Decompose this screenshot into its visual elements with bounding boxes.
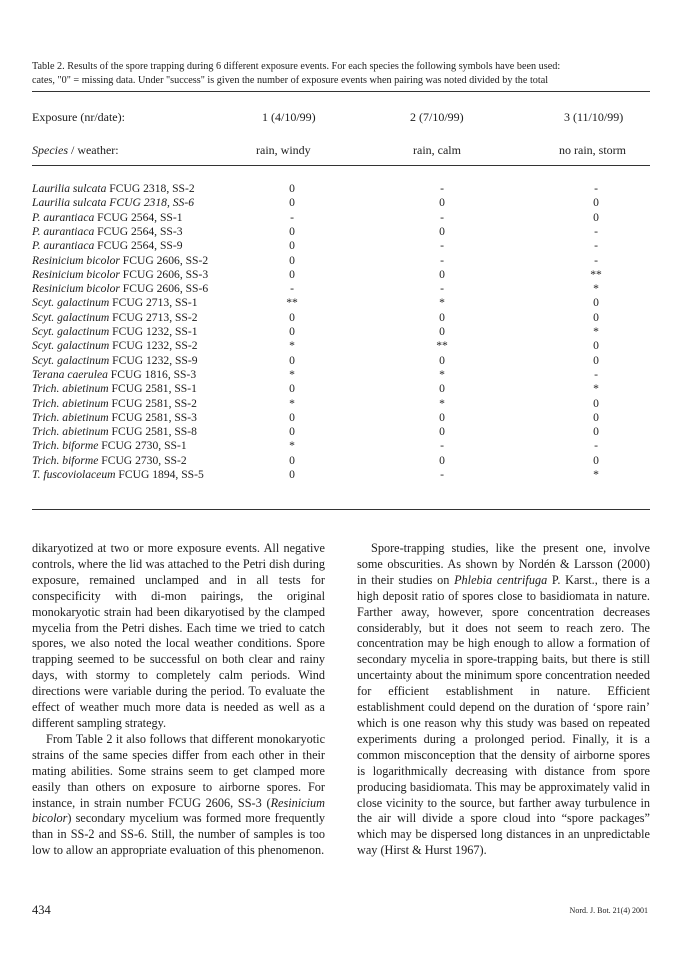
result-cell: ** — [436, 339, 448, 353]
species-name: T. fuscoviolaceum — [32, 468, 116, 481]
species-strain — [32, 282, 208, 295]
table-row — [0, 382, 680, 396]
exposure-label: Exposure (nr/date): — [32, 110, 125, 124]
species-strain — [32, 268, 208, 281]
strain-code: FCUG 2606, SS-3 — [119, 267, 209, 281]
table-row — [0, 311, 680, 325]
result-cell: * — [289, 439, 295, 453]
species-name: Scyt. galactinum — [32, 353, 110, 367]
species-strain — [32, 225, 183, 238]
table-row — [0, 182, 680, 196]
result-cell: - — [594, 253, 598, 267]
table-row — [0, 397, 680, 411]
caption-line: cates, "0" = missing data. Under "success" is given the number of exposure events when pairing was noted divided by the total — [32, 74, 549, 86]
column-header-weather: rain, windy — [256, 143, 311, 157]
result-cell: 0 — [289, 425, 295, 439]
column-header-exposure: 1 (4/10/99) — [262, 110, 316, 124]
result-cell: - — [594, 239, 598, 253]
species-name: Trich. biforme — [32, 453, 99, 467]
result-cell: 0 — [593, 210, 599, 224]
strain-code: FCUG 2318, SS-2 — [106, 182, 195, 195]
result-cell: 0 — [439, 410, 445, 424]
table-row — [0, 282, 680, 296]
result-cell: 0 — [593, 396, 599, 410]
result-cell: - — [594, 439, 598, 453]
table-row — [0, 439, 680, 453]
result-cell: * — [439, 296, 445, 310]
result-cell: 0 — [439, 267, 445, 281]
table-row — [0, 254, 680, 268]
table-row — [0, 239, 680, 253]
result-cell: 0 — [289, 224, 295, 238]
species-strain — [32, 397, 197, 410]
caption-line: Table 2. Results of the spore trapping during 6 different exposure events. For each species the following symbols have been used: — [32, 61, 561, 72]
result-cell: * — [593, 282, 599, 296]
species-name: Trich. abietinum — [32, 396, 109, 410]
strain-code: FCUG 1894, SS-5 — [115, 468, 204, 481]
result-cell: 0 — [439, 325, 445, 338]
species-strain — [32, 454, 187, 467]
result-cell: - — [290, 282, 294, 296]
result-cell: - — [594, 182, 598, 195]
table-row — [0, 225, 680, 239]
table-header-rule — [32, 165, 650, 166]
text-run: ) secondary mycelium was formed more frequently than in SS-2 and SS-6. Still, the number of samples is too low to allow an appropriate evaluation of this phenomenon. — [32, 811, 325, 858]
strain-code: FCUG 2581, SS-2 — [108, 396, 197, 410]
species-name: Resinicium bicolor — [32, 795, 325, 826]
result-cell: * — [593, 325, 599, 338]
species-name: Trich. biforme — [32, 439, 99, 453]
result-cell: 0 — [439, 382, 445, 396]
strain-code: FCUG 2606, SS-2 — [119, 253, 209, 267]
species-weather-label — [32, 143, 119, 158]
species-name: Phlebia centrifuga — [454, 572, 548, 587]
result-cell: 0 — [593, 453, 599, 467]
species-name: Terana caerulea — [32, 367, 108, 381]
result-cell: * — [439, 367, 445, 381]
result-cell: 0 — [289, 325, 295, 338]
result-cell: 0 — [289, 196, 295, 210]
result-cell: 0 — [439, 196, 445, 210]
species-name: Laurilia sulcata FCUG 2318, SS-6 — [32, 196, 194, 210]
species-strain — [32, 254, 208, 267]
table-row — [0, 354, 680, 368]
species-strain — [32, 311, 198, 324]
strain-code: FCUG 1232, SS-9 — [109, 353, 198, 367]
species-strain — [32, 368, 196, 381]
result-cell: 0 — [289, 310, 295, 324]
page-number: 434 — [32, 903, 51, 917]
weather-label: / weather: — [67, 143, 119, 157]
species-name: Scyt. galactinum — [32, 296, 110, 310]
table-row — [0, 211, 680, 225]
species-strain — [32, 239, 183, 252]
paragraph: dikaryotized at two or more exposure events. All negative controls, where the lid was attached to the Petri dish during exposure, remained unclamped and in all tests for conspecificity with di-mon pairings, the original monokaryotic strain had been dikaryotised by the clamped mycelia from the Petri dishes. Each time we tried to catch spores, we also noted the local weather conditions. Spore trapping seemed to be successful on both clear and rainy days, with stormy to completely calm periods. Wind directions were variable during the period. To evaluate the effect of weather much more data is needed as well as a different sampling strategy. — [32, 541, 325, 730]
species-strain — [32, 296, 198, 309]
strain-code: FCUG 2713, SS-1 — [109, 296, 198, 310]
species-strain — [32, 354, 198, 367]
table-row — [0, 454, 680, 468]
result-cell: * — [289, 339, 295, 353]
strain-code: FCUG 2581, SS-8 — [108, 425, 197, 439]
result-cell: ** — [590, 267, 602, 281]
strain-code: FCUG 2564, SS-3 — [94, 224, 183, 238]
result-cell: - — [594, 367, 598, 381]
result-cell: 0 — [593, 425, 599, 439]
result-cell: 0 — [289, 382, 295, 396]
species-strain — [32, 325, 198, 338]
result-cell: 0 — [439, 353, 445, 367]
result-cell: 0 — [593, 353, 599, 367]
table-row — [0, 296, 680, 310]
text-run: Spore-trapping studies, like the present one, involve some obscurities. As shown by Nordén & Larsson (2000) in their studies on — [357, 541, 650, 587]
species-name: Trich. abietinum — [32, 410, 109, 424]
result-cell: * — [289, 367, 295, 381]
species-name: Laurilia sulcata — [32, 182, 107, 195]
paragraph — [357, 541, 650, 859]
result-cell: 0 — [289, 239, 295, 253]
strain-code: FCUG 2581, SS-1 — [108, 382, 197, 396]
result-cell: 0 — [439, 310, 445, 324]
strain-code: FCUG 2564, SS-1 — [94, 210, 183, 224]
paragraph — [32, 732, 325, 859]
species-strain — [32, 468, 204, 481]
table-row — [0, 425, 680, 439]
species-name: Trich. abietinum — [32, 382, 109, 396]
result-cell: - — [594, 224, 598, 238]
result-cell: - — [440, 239, 444, 253]
left-text-column — [32, 541, 325, 859]
text-run: P. Karst., there is a high deposit ratio of spores close to basidiomata in nature. Farther away, however, spore concentration decreases considerably, but it does not seem to reach zero. The concentration may be high enough to allow a formation of secondary mycelia in spore-trapping baits, but there is still uncertainty about the minimum spore concentration needed for efficient establishment in nature. Efficient establishment could depend on the duration of ‘spore rain’ which is one reason why this study was based on repeated experiments during a prolonged period. Finally, it is a common misconception that the density of airborne spores is logarithmically decreasing with distance from spore producing basidiomata. This may be approximately valid in close vicinity to the source, but farther away turbulence in the air will divide a spore cloud into “spore packages” which may be dispersed long distances in an unpredictable way (Hirst & Hurst 1967). — [357, 572, 650, 858]
result-cell: 0 — [593, 410, 599, 424]
column-header-weather: rain, calm — [413, 143, 461, 157]
result-cell: 0 — [289, 410, 295, 424]
species-strain — [32, 411, 197, 424]
result-cell: - — [440, 468, 444, 481]
result-cell: - — [440, 253, 444, 267]
species-name: Scyt. galactinum — [32, 310, 110, 324]
result-cell: 0 — [289, 453, 295, 467]
journal-citation: Nord. J. Bot. 21(4) 2001 — [569, 906, 648, 915]
species-name: P. aurantiaca — [32, 239, 95, 253]
strain-code: FCUG 2564, SS-9 — [94, 239, 183, 253]
result-cell: - — [440, 182, 444, 195]
species-strain — [32, 425, 197, 438]
species-name: P. aurantiaca — [32, 210, 95, 224]
species-name: Scyt. galactinum — [32, 325, 110, 338]
strain-code: FCUG 1232, SS-2 — [109, 339, 198, 353]
result-cell: 0 — [289, 253, 295, 267]
result-cell: - — [440, 439, 444, 453]
text-run: From Table 2 it also follows that different monokaryotic strains of the same species differ from each other in their mating abilities. Some strains seem to get clamped more easily than others on exposure to airborne spores. For instance, in strain number FCUG 2606, SS-3 ( — [32, 731, 325, 810]
strain-code: FCUG 2730, SS-1 — [98, 439, 187, 453]
species-strain — [32, 439, 187, 452]
strain-code: FCUG 1232, SS-1 — [109, 325, 198, 338]
species-strain — [32, 382, 197, 395]
table-bottom-rule — [32, 509, 650, 510]
result-cell: - — [440, 282, 444, 296]
table-caption — [32, 60, 650, 87]
table-row — [0, 325, 680, 339]
table-row — [0, 339, 680, 353]
strain-code: FCUG 2713, SS-2 — [109, 310, 198, 324]
species-label: Species — [32, 143, 68, 157]
column-header-exposure: 3 (11/10/99) — [564, 110, 624, 124]
result-cell: 0 — [289, 353, 295, 367]
strain-code: FCUG 2730, SS-2 — [98, 453, 187, 467]
result-cell: * — [289, 396, 295, 410]
result-cell: - — [440, 210, 444, 224]
result-cell: 0 — [439, 224, 445, 238]
result-cell: * — [593, 468, 599, 481]
strain-code: FCUG 2606, SS-6 — [119, 282, 209, 296]
table-row — [0, 268, 680, 282]
species-name: P. aurantiaca — [32, 224, 95, 238]
table-row — [0, 368, 680, 382]
species-strain — [32, 182, 195, 195]
species-name: Resinicium bicolor — [32, 267, 120, 281]
result-cell: * — [439, 396, 445, 410]
table-top-rule — [32, 91, 650, 92]
result-cell: 0 — [289, 267, 295, 281]
column-header-exposure: 2 (7/10/99) — [410, 110, 464, 124]
species-strain — [32, 211, 183, 224]
result-cell: 0 — [289, 182, 295, 195]
result-cell: 0 — [439, 425, 445, 439]
species-strain — [32, 339, 198, 352]
result-cell: ** — [286, 296, 298, 310]
strain-code: FCUG 2581, SS-3 — [108, 410, 197, 424]
result-cell: 0 — [593, 310, 599, 324]
result-cell: 0 — [593, 339, 599, 353]
species-name: Trich. abietinum — [32, 425, 109, 439]
result-cell: 0 — [439, 453, 445, 467]
result-cell: - — [290, 210, 294, 224]
species-name: Scyt. galactinum — [32, 339, 110, 353]
right-text-column — [357, 541, 650, 859]
result-cell: 0 — [593, 296, 599, 310]
table-row — [0, 411, 680, 425]
strain-code: FCUG 1816, SS-3 — [107, 367, 197, 381]
column-header-weather: no rain, storm — [559, 143, 626, 157]
result-cell: 0 — [593, 196, 599, 210]
table-row — [0, 196, 680, 210]
table-row — [0, 468, 680, 482]
result-cell: * — [593, 382, 599, 396]
species-name: Resinicium bicolor — [32, 282, 120, 296]
result-cell: 0 — [289, 468, 295, 481]
species-name: Resinicium bicolor — [32, 253, 120, 267]
species-strain — [32, 196, 194, 209]
